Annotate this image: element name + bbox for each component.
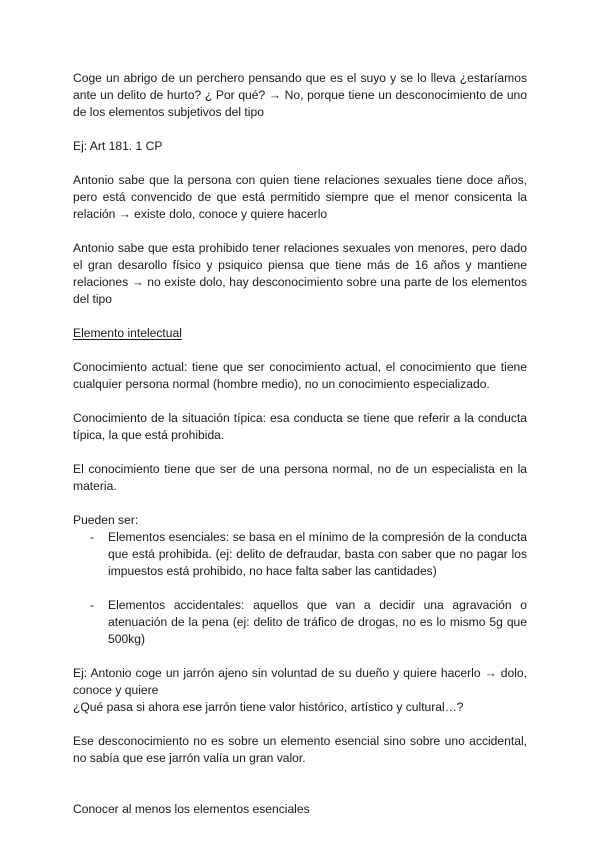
paragraph-coat-example: Coge un abrigo de un perchero pensando que es el suyo y se lo lleva ¿estaríamos ante un delito de hurto? ¿ Por qué? → No, porque tiene un desconocimiento de uno de los elementos subjetivos del tipo xyxy=(73,71,527,119)
paragraph-pueden-ser: Pueden ser: xyxy=(73,513,139,527)
elements-list xyxy=(73,529,527,648)
paragraph-situacion-tipica: Conocimiento de la situación típica: esa conducta se tiene que referir a la conducta típica, la que está prohibida. xyxy=(73,411,527,442)
paragraph-antonio-2: Antonio sabe que esta prohibido tener relaciones sexuales von menores, pero dado el gran desarollo físico y psiquico piensa que tiene más de 16 años y mantiene relaciones → no existe dolo, hay desconocimiento sobre una parte de los elementos del tipo xyxy=(73,241,527,306)
paragraph-article-ref: Ej: Art 181. 1 CP xyxy=(73,139,163,153)
paragraph-conocimiento-actual: Conocimiento actual: tiene que ser conocimiento actual, el conocimiento que tiene cualquier persona normal (hombre medio), no un conocimiento especializado. xyxy=(73,360,527,391)
list-marker: - xyxy=(90,598,95,612)
list-marker: - xyxy=(90,530,95,544)
paragraph-conclusion: Conocer al menos los elementos esenciales xyxy=(73,802,310,816)
paragraph-antonio-1: Antonio sabe que la persona con quien tiene relaciones sexuales tiene doce años, pero está convencido de que está permitido siempre que el menor consicenta la relación → existe dolo, conoce y quiere hacerlo xyxy=(73,173,527,221)
paragraph-jarron-example: Ej: Antonio coge un jarrón ajeno sin voluntad de su dueño y quiere hacerlo → dolo, conoce y quiere xyxy=(73,666,527,697)
list-item-text: Elementos esenciales: se basa en el mínimo de la compresión de la conducta que está prohibida. (ej: delito de defraudar, basta con saber que no pagar los impuestos está prohibido, no hace falta saber las cantidades) xyxy=(108,530,527,578)
list-item xyxy=(73,529,527,580)
list-item-text: Elementos accidentales: aquellos que van a decidir una agravación o atenuación de la pena (ej: delito de tráfico de drogas, no es lo mismo 5g que 500kg) xyxy=(108,598,527,646)
paragraph-desconocimiento: Ese desconocimiento no es sobre un elemento esencial sino sobre uno accidental, no sabía que ese jarrón valía un gran valor. xyxy=(73,734,527,765)
list-item xyxy=(73,597,527,648)
paragraph-persona-normal: El conocimiento tiene que ser de una persona normal, no de un especialista en la materia. xyxy=(73,462,527,493)
paragraph-jarron-question: ¿Qué pasa si ahora ese jarrón tiene valor histórico, artístico y cultural…? xyxy=(73,700,464,714)
section-heading: Elemento intelectual xyxy=(73,326,182,340)
